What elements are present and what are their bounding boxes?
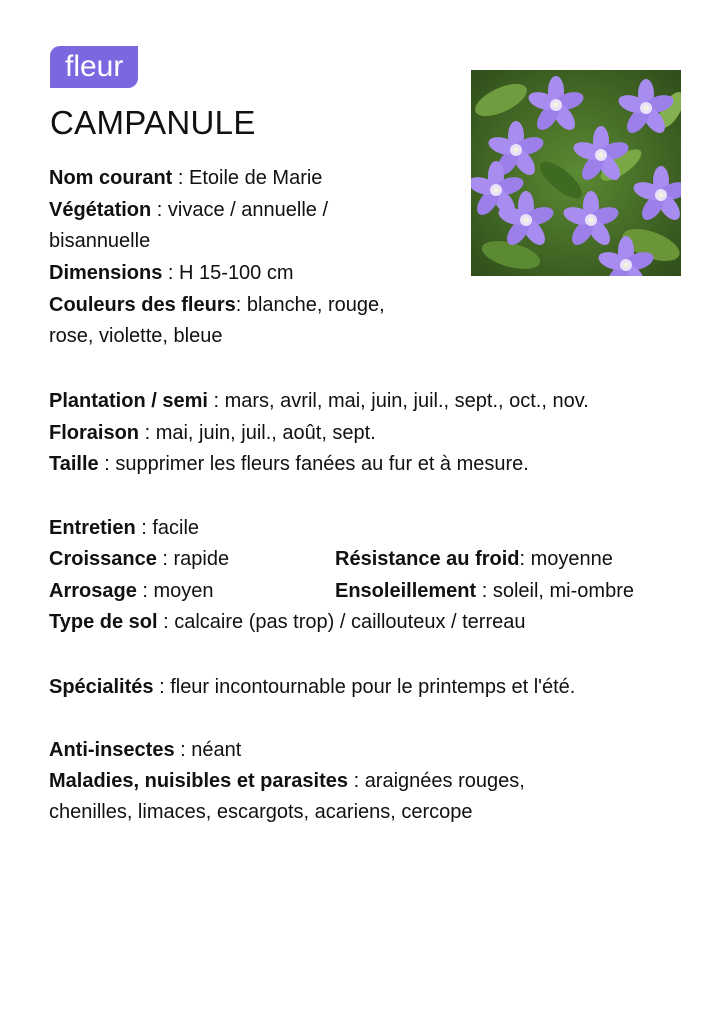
field-croissance: Croissance : rapide bbox=[49, 548, 230, 570]
field-couleurs-cont: rose, violette, bleue bbox=[49, 325, 223, 347]
flower-photo bbox=[471, 70, 681, 276]
field-type-sol: Type de sol : calcaire (pas trop) / caillouteux / terreau bbox=[49, 611, 526, 633]
field-dimensions: Dimensions : H 15-100 cm bbox=[49, 262, 294, 284]
field-resistance-froid: Résistance au froid: moyenne bbox=[335, 548, 613, 570]
field-arrosage: Arrosage : moyen bbox=[49, 580, 214, 602]
category-badge: fleur bbox=[50, 46, 138, 88]
field-plantation: Plantation / semi : mars, avril, mai, juin, juil., sept., oct., nov. bbox=[49, 390, 589, 412]
field-couleurs: Couleurs des fleurs: blanche, rouge, bbox=[49, 294, 385, 316]
field-vegetation: Végétation : vivace / annuelle / bbox=[49, 199, 329, 221]
page-title: CAMPANULE bbox=[50, 104, 256, 141]
field-anti-insectes: Anti-insectes : néant bbox=[49, 739, 242, 761]
field-entretien: Entretien : facile bbox=[49, 517, 200, 539]
field-floraison: Floraison : mai, juin, juil., août, sept. bbox=[49, 422, 376, 444]
field-vegetation-cont: bisannuelle bbox=[49, 230, 151, 252]
field-nom-courant: Nom courant : Etoile de Marie bbox=[49, 167, 323, 189]
field-specialites: Spécialités : fleur incontournable pour le printemps et l'été. bbox=[49, 676, 576, 698]
field-taille: Taille : supprimer les fleurs fanées au fur et à mesure. bbox=[49, 453, 529, 475]
campanule-image bbox=[471, 70, 681, 276]
field-maladies: Maladies, nuisibles et parasites : araignées rouges, bbox=[49, 770, 525, 792]
field-maladies-cont: chenilles, limaces, escargots, acariens, cercope bbox=[49, 801, 473, 823]
field-ensoleillement: Ensoleillement : soleil, mi-ombre bbox=[335, 580, 634, 602]
